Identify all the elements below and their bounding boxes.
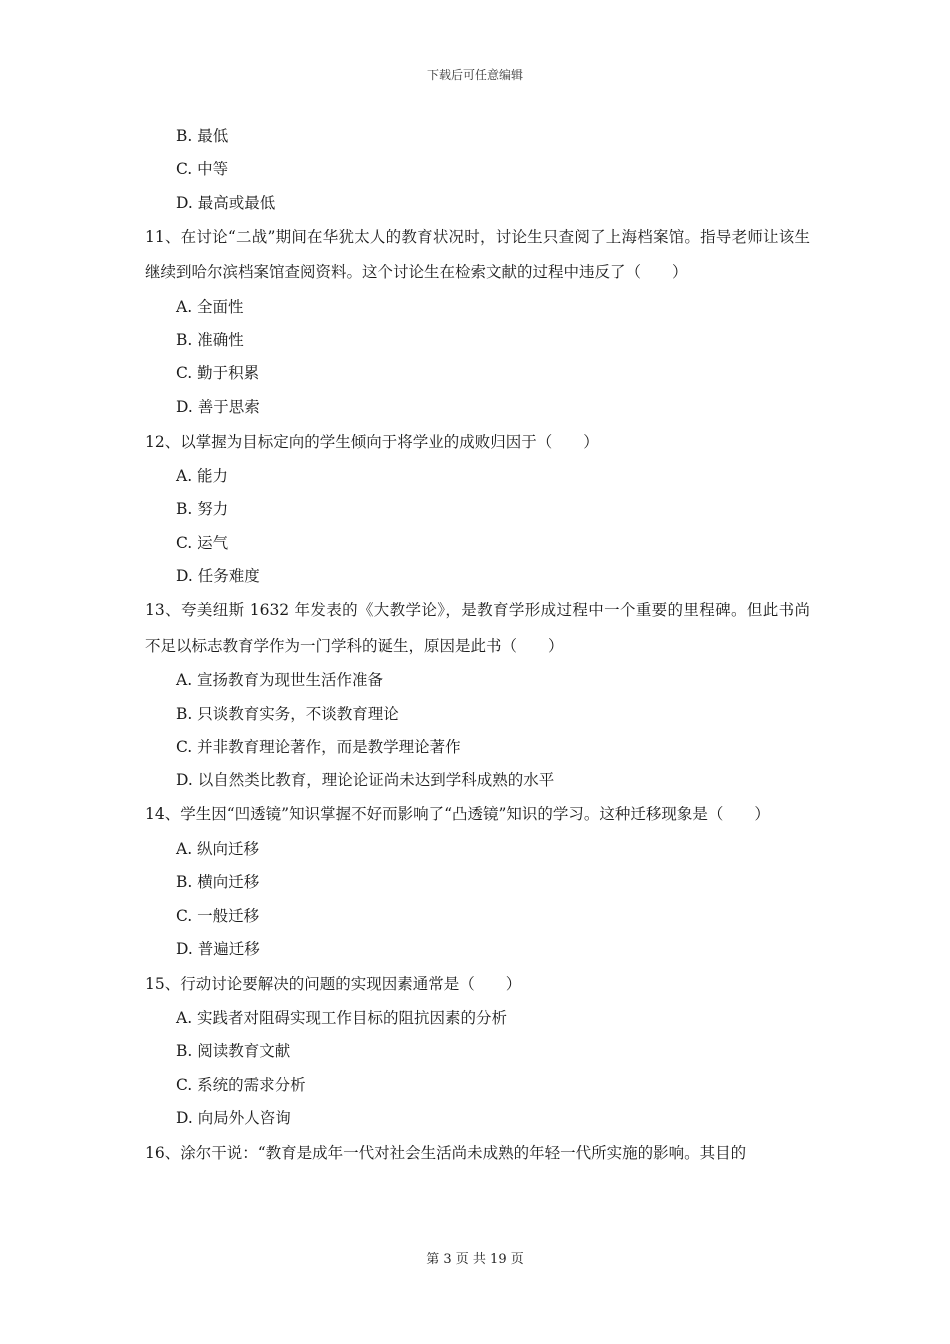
- option-line: D. 向局外人咨询: [176, 1109, 291, 1128]
- option-line: C. 系统的需求分析: [176, 1075, 306, 1094]
- option-line: A. 能力: [176, 467, 229, 486]
- option-line: A. 宣扬教育为现世生活作准备: [176, 671, 384, 690]
- option-line: D. 任务难度: [176, 566, 260, 585]
- option-line: B. 阅读教育文献: [176, 1042, 291, 1061]
- page-header: 下载后可任意编辑: [426, 68, 523, 82]
- option-line: D. 最高或最低: [176, 193, 276, 212]
- option-line: C. 一般迁移: [176, 906, 260, 925]
- question-text: 13、夸美纽斯 1632 年发表的《大教学论》，是教育学形成过程中一个重要的里程碑。但此书尚不足以标志教育学作为一门学科的诞生，原因是此书（ ）: [145, 601, 810, 655]
- option-line: A. 全面性: [176, 297, 244, 316]
- question-text: 16、涂尔干说：“教育是成年一代对社会生活尚未成熟的年轻一代所实施的影响。其目的: [145, 1144, 747, 1163]
- question-16: [145, 1135, 810, 1171]
- question-text: 14、学生因“凹透镜”知识掌握不好而影响了“凸透镜”知识的学习。这种迁移现象是（ ）: [145, 805, 770, 824]
- question-text: 15、行动讨论要解决的问题的实现因素通常是（ ）: [145, 975, 522, 994]
- option-line: A. 纵向迁移: [176, 839, 260, 858]
- option-line: C. 勤于积累: [176, 364, 260, 383]
- option-line: B. 只谈教育实务，不谈教育理论: [176, 704, 399, 723]
- question-text: 12、以掌握为目标定向的学生倾向于将学业的成败归因于（ ）: [145, 433, 599, 452]
- option-line: A. 实践者对阻碍实现工作目标的阻抗因素的分析: [176, 1009, 508, 1028]
- option-line: B. 努力: [176, 500, 229, 519]
- option-line: B. 最低: [176, 127, 229, 145]
- option-line: D. 善于思索: [176, 397, 260, 416]
- question-15: [145, 966, 810, 1002]
- option-line: C. 中等: [176, 160, 229, 179]
- question-14: [145, 797, 810, 833]
- question-13: [145, 593, 810, 664]
- option-line: C. 并非教育理论著作，而是教学理论著作: [176, 737, 461, 756]
- option-line: B. 准确性: [176, 331, 244, 350]
- question-11: [145, 220, 810, 291]
- option-line: B. 横向迁移: [176, 873, 260, 892]
- question-list: [145, 120, 810, 1171]
- option-line: C. 运气: [176, 533, 229, 552]
- option-line: D. 以自然类比教育，理论论证尚未达到学科成熟的水平: [176, 771, 555, 790]
- option-line: D. 普遍迁移: [176, 939, 260, 958]
- question-12: [145, 424, 810, 460]
- question-text: 11、在讨论“二战”期间在华犹太人的教育状况时，讨论生只查阅了上海档案馆。指导老师让该生继续到哈尔滨档案馆查阅资料。这个讨论生在检索文献的过程中违反了（ ）: [145, 227, 810, 282]
- page-footer: 第 3 页 共 19 页: [426, 1252, 524, 1267]
